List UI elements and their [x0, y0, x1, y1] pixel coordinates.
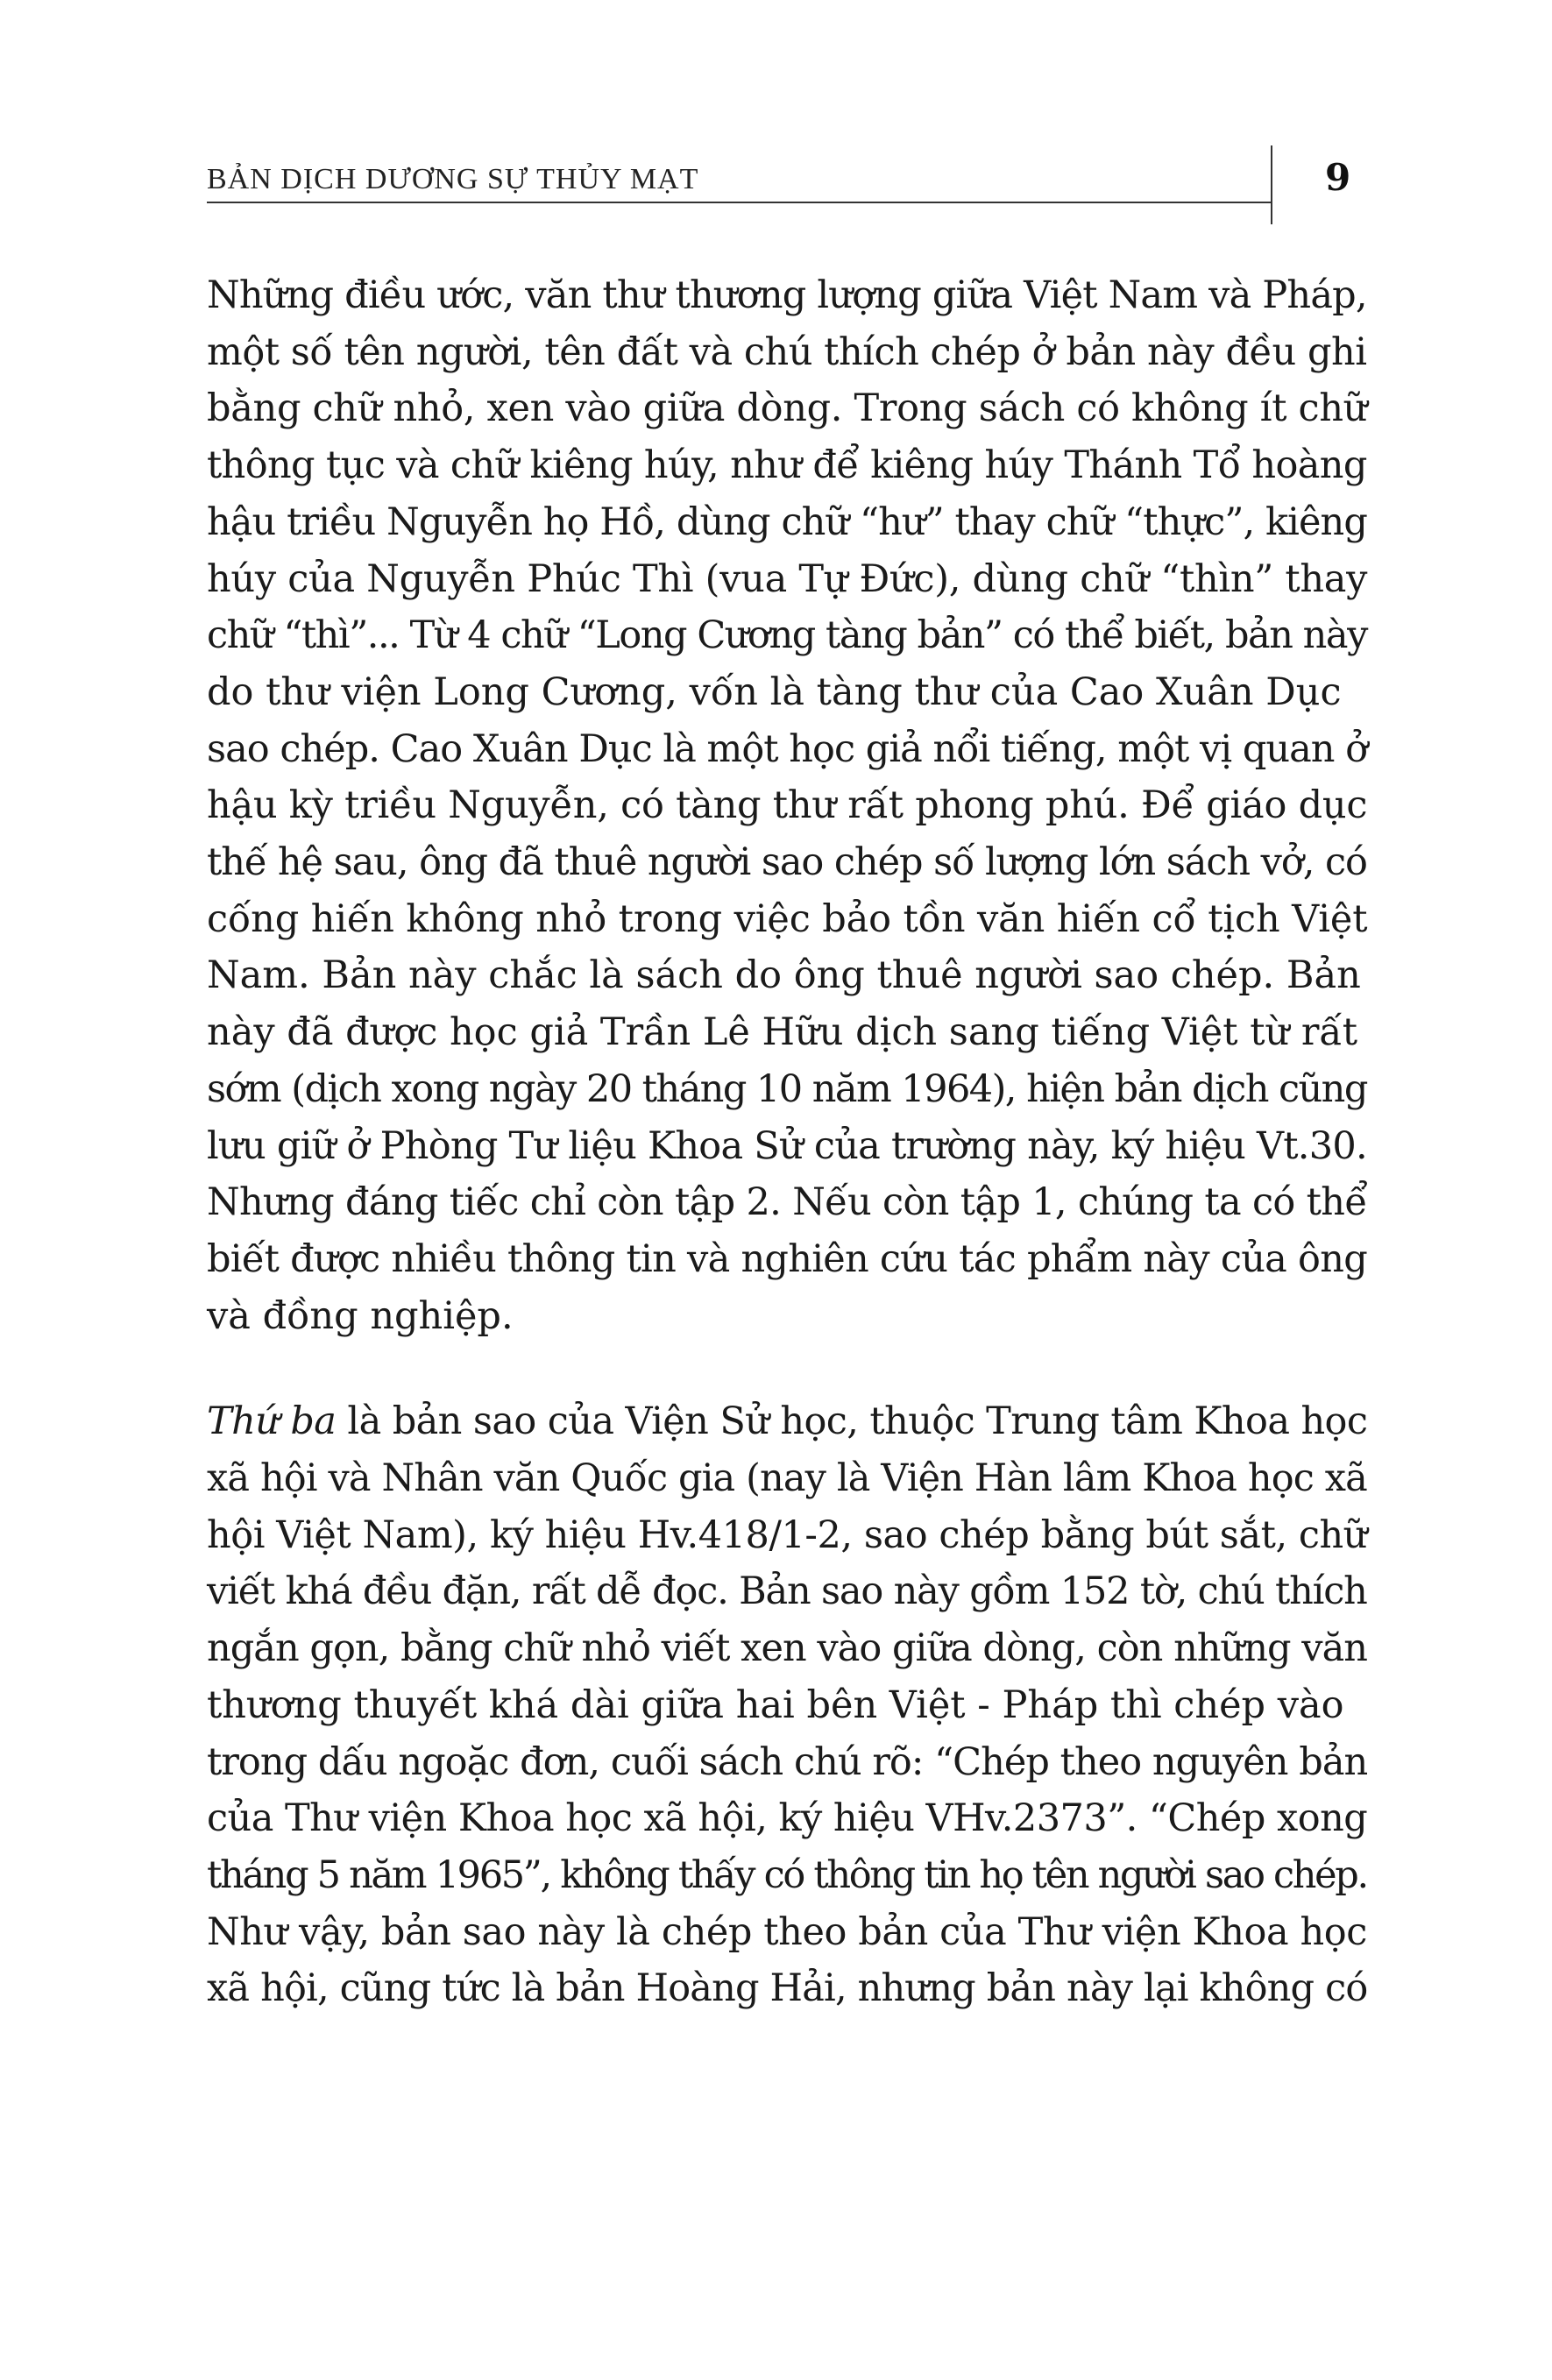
text-line: thế hệ sau, ông đã thuê người sao chép số lượng lớn sách vở, có [207, 840, 1367, 885]
text-line: hậu triều Nguyễn họ Hồ, dùng chữ “hư” thay chữ “thực”, kiêng [207, 499, 1367, 544]
text-line: viết khá đều đặn, rất dễ đọc. Bản sao này gồm 152 tờ, chú thích [207, 1569, 1367, 1614]
text-line: biết được nhiều thông tin và nghiên cứu tác phẩm này của ông [207, 1236, 1368, 1281]
text-line: do thư viện Long Cương, vốn là tàng thư của Cao Xuân Dục [207, 669, 1342, 714]
text-line: tháng 5 năm 1965”, không thấy có thông tin họ tên người sao chép. [207, 1852, 1367, 1897]
running-head-title: BẢN DỊCH DƯƠNG SỰ THỦY MẠT [207, 163, 699, 195]
page-number: 9 [1325, 156, 1351, 199]
italic-lead: Thứ ba [207, 1399, 337, 1444]
paragraph-2 [207, 1393, 1367, 2017]
header-vertical-rule [1271, 145, 1272, 224]
text-line: trong dấu ngoặc đơn, cuối sách chú rõ: “Chép theo nguyên bản [207, 1739, 1368, 1784]
text-line: một số tên người, tên đất và chú thích chép ở bản này đều ghi [207, 329, 1367, 374]
text-line [207, 1393, 1367, 1450]
header-rule [207, 202, 1272, 203]
text-line: cống hiến không nhỏ trong việc bảo tồn văn hiến cổ tịch Việt [207, 896, 1368, 941]
text-line: Nam. Bản này chắc là sách do ông thuê người sao chép. Bản [207, 953, 1361, 998]
text-line: lưu giữ ở Phòng Tư liệu Khoa Sử của trường này, ký hiệu Vt.30. [207, 1123, 1367, 1168]
text-line: sao chép. Cao Xuân Dục là một học giả nổi tiếng, một vị quan ở [207, 726, 1368, 771]
text-line: húy của Nguyễn Phúc Thì (vua Tự Đức), dùng chữ “thìn” thay [207, 556, 1368, 601]
text-line: sớm (dịch xong ngày 20 tháng 10 năm 1964), hiện bản dịch cũng [207, 1066, 1367, 1111]
first-line-rest: là bản sao của Viện Sử học, thuộc Trung tâm Khoa học [336, 1399, 1368, 1444]
text-line: ngắn gọn, bằng chữ nhỏ viết xen vào giữa dòng, còn những văn [207, 1626, 1367, 1671]
body-text [207, 267, 1367, 2017]
text-line: bằng chữ nhỏ, xen vào giữa dòng. Trong sách có không ít chữ [207, 386, 1368, 431]
text-line: thương thuyết khá dài giữa hai bên Việt - Pháp thì chép vào [207, 1682, 1344, 1727]
text-line: Như vậy, bản sao này là chép theo bản của Thư viện Khoa học [207, 1909, 1367, 1954]
text-line: xã hội, cũng tức là bản Hoàng Hải, nhưng bản này lại không có [207, 1966, 1368, 2011]
text-line: thông tục và chữ kiêng húy, như để kiêng húy Thánh Tổ hoàng [207, 443, 1367, 488]
text-line: của Thư viện Khoa học xã hội, ký hiệu VHv.2373”. “Chép xong [207, 1796, 1368, 1841]
text-line: xã hội và Nhân văn Quốc gia (nay là Viện Hàn lâm Khoa học xã [207, 1456, 1367, 1501]
text-line: này đã được học giả Trần Lê Hữu dịch sang tiếng Việt từ rất [207, 1010, 1358, 1055]
text-line: Nhưng đáng tiếc chỉ còn tập 2. Nếu còn tập 1, chúng ta có thể [207, 1180, 1368, 1225]
text-line: chữ “thì”... Từ 4 chữ “Long Cương tàng bản” có thể biết, bản này [207, 613, 1367, 658]
text-line: hậu kỳ triều Nguyễn, có tàng thư rất phong phú. Để giáo dục [207, 783, 1368, 828]
text-line: hội Việt Nam), ký hiệu Hv.418/1-2, sao chép bằng bút sắt, chữ [207, 1512, 1368, 1557]
running-header [207, 145, 1272, 224]
paragraph-1 [207, 267, 1367, 1344]
text-line: Những điều ước, văn thư thương lượng giữa Việt Nam và Pháp, [207, 273, 1367, 317]
text-line: và đồng nghiệp. [207, 1293, 514, 1338]
